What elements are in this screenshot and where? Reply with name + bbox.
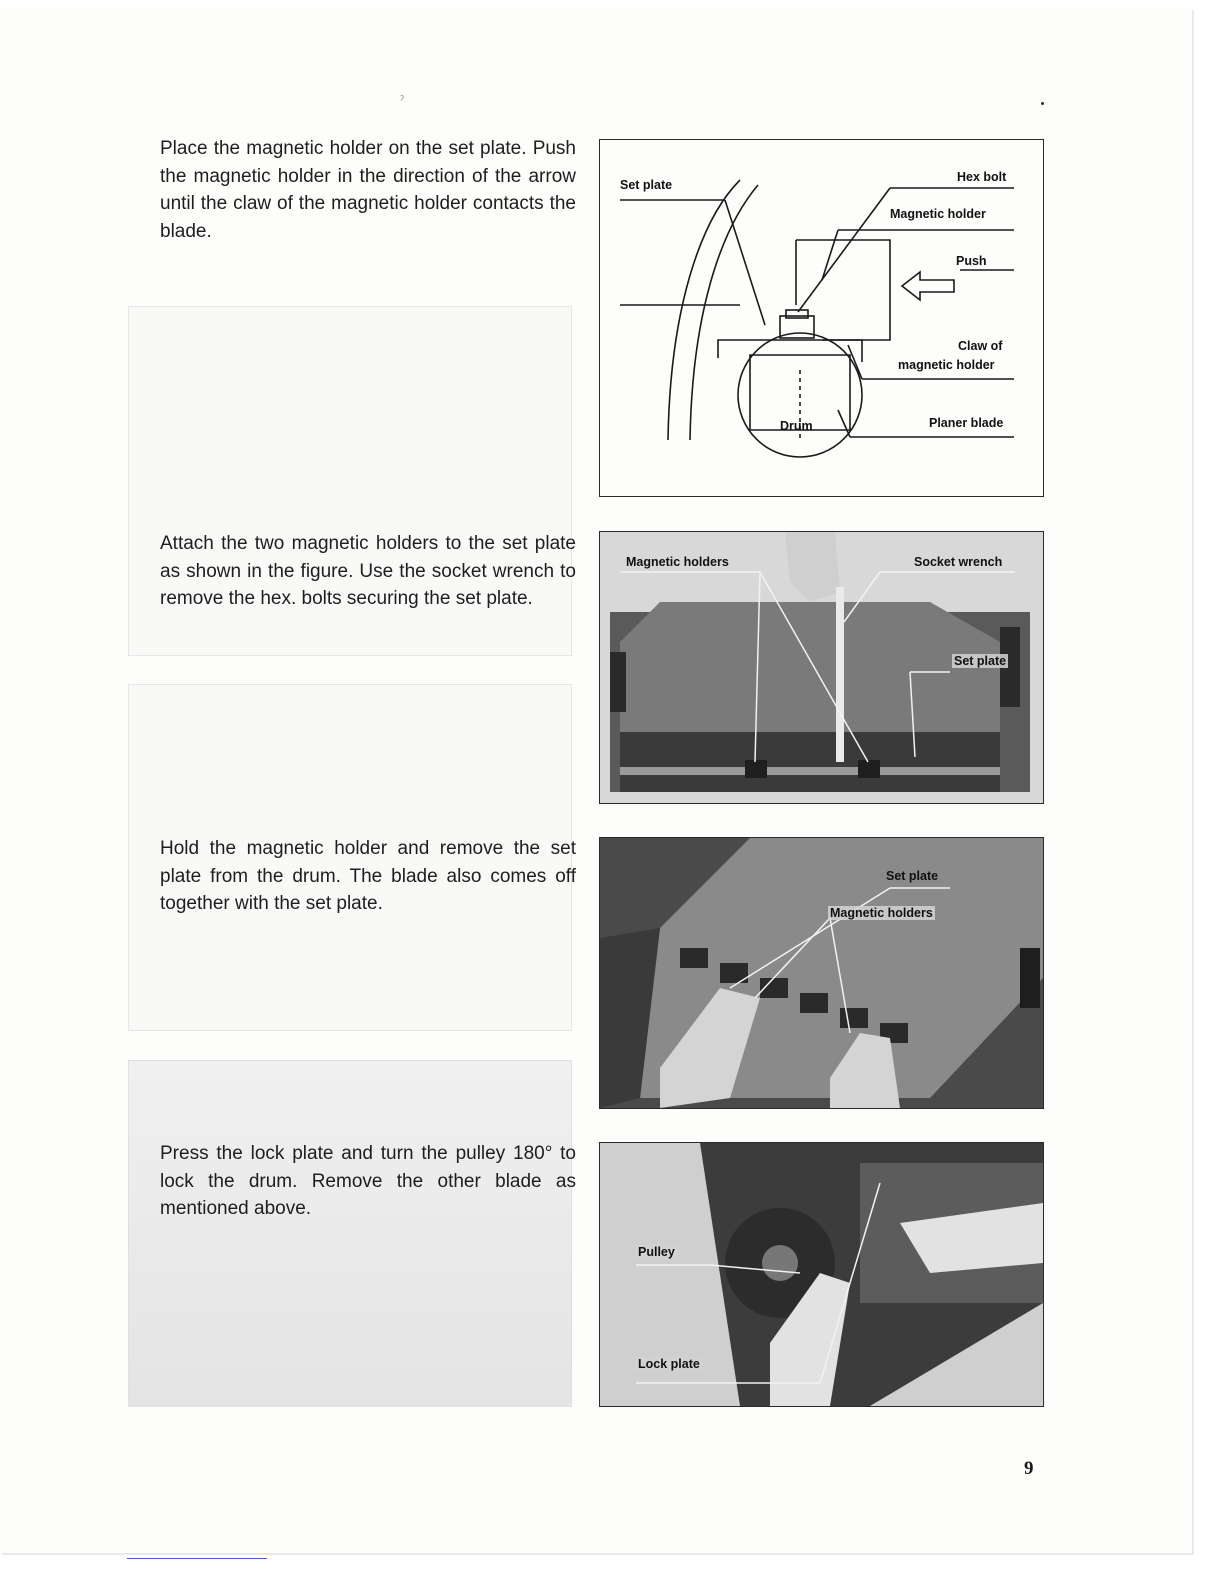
knob-left	[610, 652, 626, 712]
magnetic-holder-body	[796, 240, 890, 340]
stray-mark: ˀ	[400, 94, 404, 106]
step-4-text: Press the lock plate and turn the pulley 180° to lock the drum. Remove the other blade as mentioned above.	[160, 1143, 576, 1219]
holder-2	[858, 760, 880, 778]
pulley-hub	[762, 1245, 798, 1281]
stray-dot	[1041, 102, 1044, 105]
claw-shape	[718, 340, 862, 362]
figure-4-photo	[599, 1142, 1044, 1407]
leader-magnetic-holder-2	[822, 230, 838, 280]
label-set-plate-2: Set plate	[954, 654, 1007, 668]
machine-base	[620, 732, 1000, 792]
label-set-plate: Set plate	[620, 178, 673, 192]
figure-1-diagram	[599, 139, 1044, 497]
figure-3-photo	[599, 837, 1044, 1109]
machine-top	[620, 602, 1000, 732]
footer-link-underline	[127, 1558, 267, 1559]
label-magnetic-holders: Magnetic holders	[626, 555, 729, 569]
wrench-shaft	[836, 587, 844, 762]
step-1-text: Place the magnetic holder on the set plate. Push the magnetic holder in the direction of the arrow until the claw of the magnetic holder contacts the blade.	[160, 138, 576, 242]
set-plate-curve-inner	[690, 185, 758, 440]
label-claw-line1: Claw of	[958, 339, 1003, 353]
label-pulley: Pulley	[638, 1245, 675, 1259]
slot-1	[680, 948, 708, 968]
label-socket-wrench: Socket wrench	[914, 555, 1003, 569]
label-lock-plate: Lock plate	[638, 1357, 700, 1371]
label-push: Push	[956, 254, 987, 268]
slot-4	[800, 993, 828, 1013]
page-number: 9	[1024, 1458, 1034, 1479]
figure-3-drawing	[600, 838, 1043, 1108]
push-arrow	[902, 272, 954, 300]
leader-hex-bolt-2	[798, 188, 890, 312]
show-through-photo	[128, 1060, 572, 1407]
label-hex-bolt: Hex bolt	[957, 170, 1007, 184]
label-claw-line2: magnetic holder	[898, 358, 995, 372]
leader-planer-blade-2	[838, 410, 850, 437]
label-set-plate-3: Set plate	[886, 869, 939, 883]
holder-1	[745, 760, 767, 778]
slot-5	[840, 1008, 868, 1028]
guide-rail	[620, 767, 1000, 775]
leader-set-plate-2	[725, 200, 765, 325]
label-magnetic-holder: Magnetic holder	[890, 207, 986, 221]
figure-2-photo	[599, 531, 1044, 804]
label-magnetic-holders-2: Magnetic holders	[830, 906, 933, 920]
label-drum: Drum	[780, 419, 813, 433]
label-planer-blade: Planer blade	[929, 416, 1004, 430]
step-3-text: Hold the magnetic holder and remove the set plate from the drum. The blade also comes off together with the set plate.	[160, 838, 576, 914]
figure-1-drawing	[600, 140, 1043, 496]
step-2-text: Attach the two magnetic holders to the set plate as shown in the figure. Use the socket wrench to remove the hex. bolts securing the set plate.	[160, 533, 576, 609]
knob	[1020, 948, 1040, 1008]
